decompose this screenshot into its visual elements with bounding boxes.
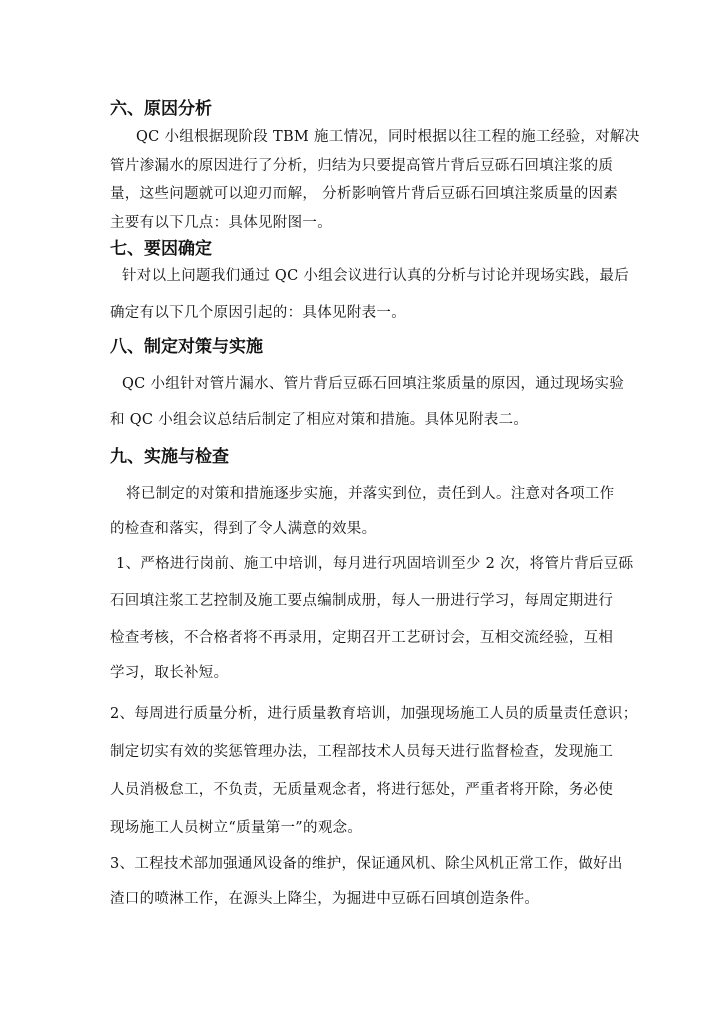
- list-item-line: 现场施工人员树立“质量第一”的观念。: [110, 820, 363, 836]
- paragraph-line: 量，这些问题就可以迎刃而解， 分析影响管片背后豆砾石回填注浆质量的因素: [110, 186, 619, 202]
- paragraph-line: 的检查和落实，得到了令人满意的效果。: [110, 521, 377, 537]
- list-item-line: 制定切实有效的奖惩管理办法，工程部技术人员每天进行监督检查，发现施工: [110, 744, 614, 760]
- list-item-line: 1、严格进行岗前、施工中培训，每月进行巩固培训至少 2 次，将管片背后豆砾: [116, 556, 634, 572]
- paragraph-line: 管片渗漏水的原因进行了分析，归结为只要提高管片背后豆砾石回填注浆的质: [110, 158, 614, 174]
- section-heading-6: 六、原因分析: [110, 99, 212, 119]
- list-item-line: 3、工程技术部加强通风设备的维护，保证通风机、除尘风机正常工作，做好出: [110, 856, 623, 872]
- section-heading-9: 九、实施与检查: [110, 447, 229, 467]
- list-item-line: 2、每周进行质量分析，进行质量教育培训，加强现场施工人员的质量责任意识；: [110, 706, 638, 722]
- paragraph-line: 将已制定的对策和措施逐步实施，并落实到位，责任到人。注意对各项工作: [126, 486, 615, 502]
- paragraph-line: 确定有以下几个原因引起的：具体见附表一。: [110, 305, 406, 321]
- paragraph-line: QC 小组根据现阶段 TBM 施工情况，同时根据以往工程的施工经验，对解决: [136, 129, 640, 145]
- paragraph-line: 针对以上问题我们通过 QC 小组会议进行认真的分析与讨论并现场实践，最后: [122, 268, 629, 284]
- list-item-line: 渣口的喷淋工作，在源头上降尘，为掘进中豆砾石回填创造条件。: [110, 891, 540, 907]
- paragraph-line: 主要有以下几点：具体见附图一。: [110, 215, 332, 231]
- paragraph-line: QC 小组针对管片漏水、管片背后豆砾石回填注浆质量的原因，通过现场实验: [122, 376, 625, 392]
- section-heading-8: 八、制定对策与实施: [110, 337, 263, 357]
- paragraph-line: 和 QC 小组会议总结后制定了相应对策和措施。具体见附表二。: [110, 412, 529, 428]
- list-item-line: 学习，取长补短。: [110, 665, 229, 681]
- list-item-line: 检查考核，不合格者将不再录用，定期召开工艺研讨会，互相交流经验，互相: [110, 630, 614, 646]
- list-item-line: 人员消极怠工，不负责，无质量观念者，将进行惩处，严重者将开除，务必使: [110, 782, 614, 798]
- list-item-line: 石回填注浆工艺控制及施工要点编制成册，每人一册进行学习，每周定期进行: [110, 593, 614, 609]
- section-heading-7: 七、要因确定: [110, 239, 212, 259]
